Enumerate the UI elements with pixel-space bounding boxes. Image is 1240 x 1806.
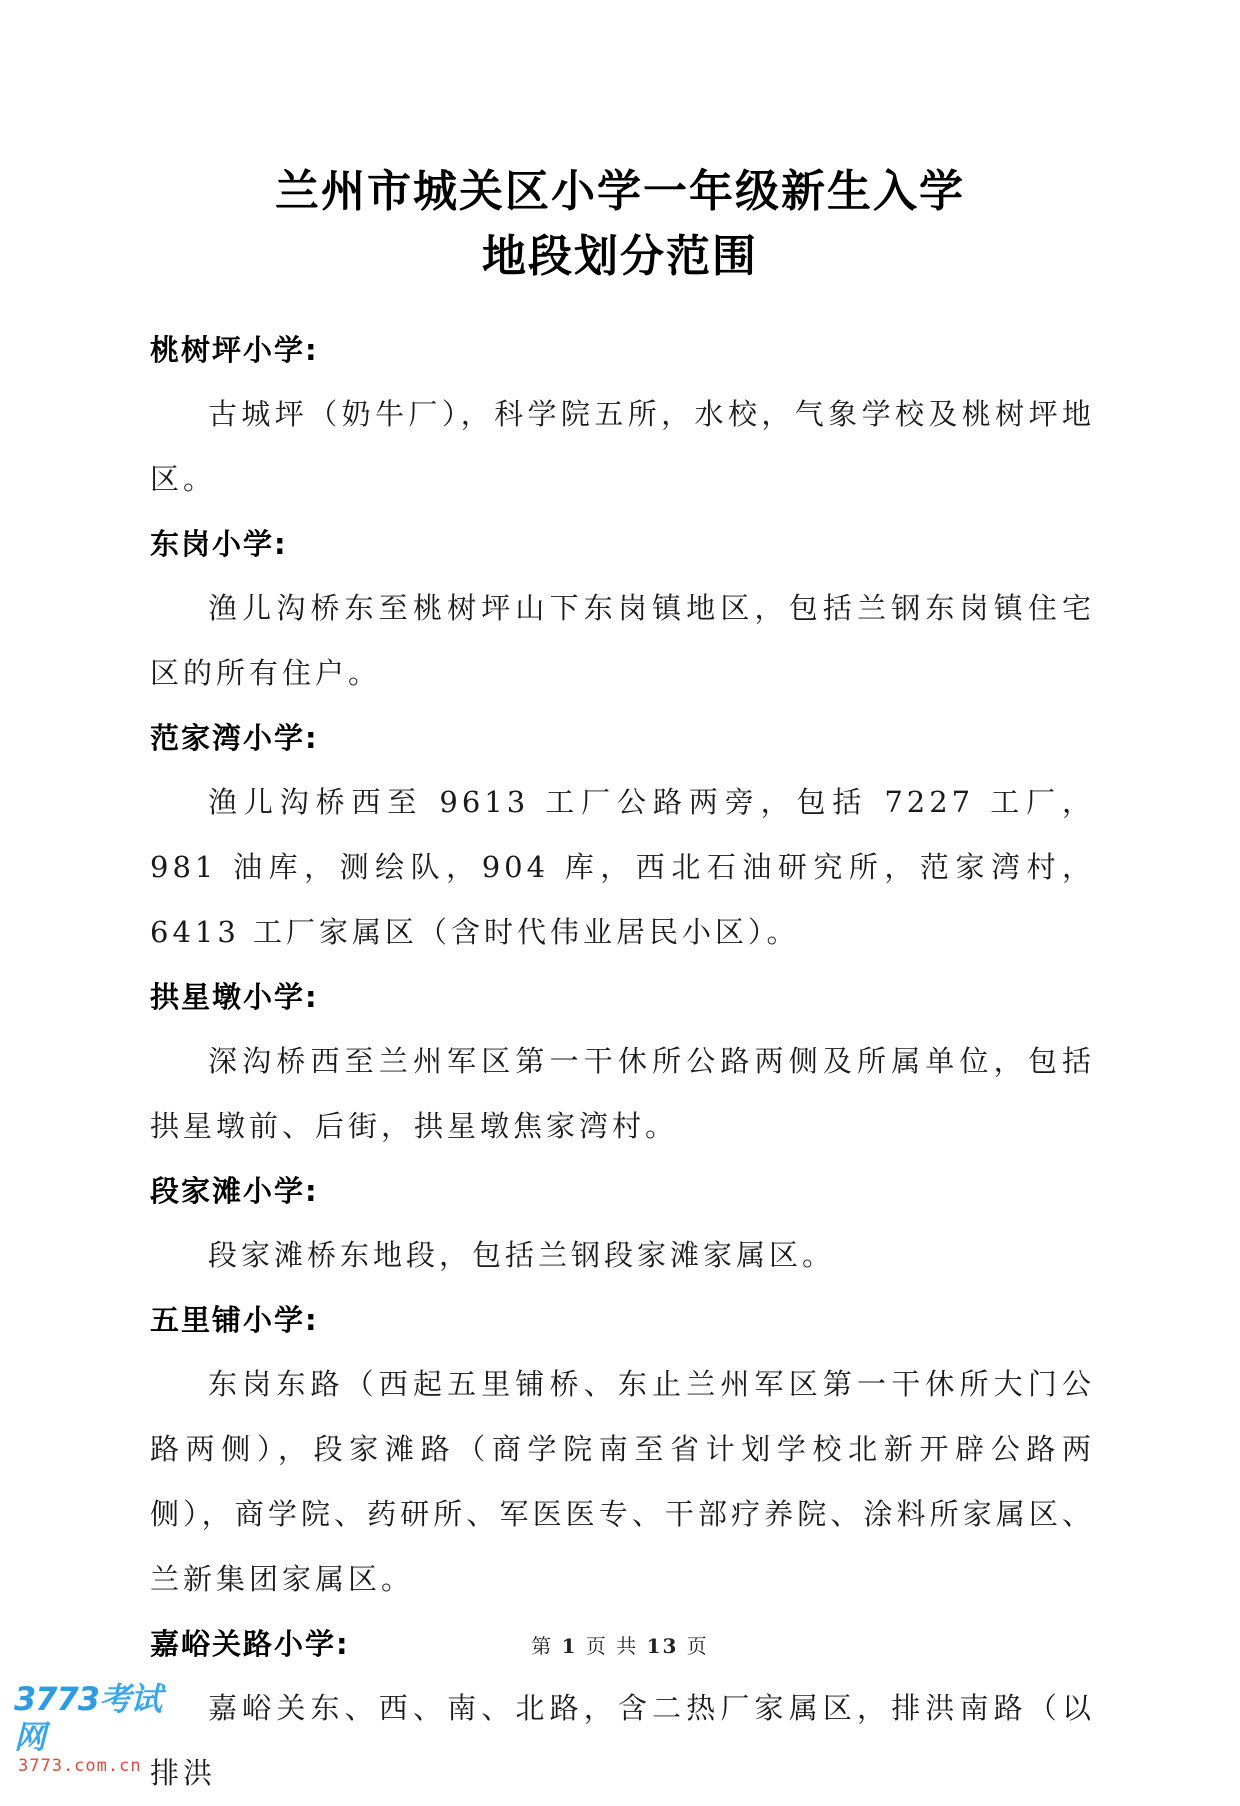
section-donggang [150, 512, 1095, 706]
school-district-description: 段家滩桥东地段，包括兰钢段家滩家属区。 [208, 1238, 836, 1272]
school-name: 拱星墩小学: [150, 980, 319, 1014]
school-district-description: 嘉峪关东、西、南、北路，含二热厂家属区，排洪南路（以排洪 [150, 1691, 1095, 1790]
footer-total-pages: 13 [646, 1634, 679, 1658]
section-taoshuping [150, 318, 1095, 512]
footer-suffix: 页 [686, 1634, 709, 1658]
school-name: 范家湾小学: [150, 721, 319, 755]
document-body [150, 318, 1095, 1806]
school-name: 五里铺小学: [150, 1303, 319, 1337]
school-name: 桃树坪小学: [150, 333, 319, 367]
watermark-brand-text: 考试网 [14, 1680, 162, 1756]
section-duanjiatan [150, 1159, 1095, 1288]
watermark-digits: 3773 [14, 1680, 100, 1718]
section-wulipu [150, 1288, 1095, 1612]
site-watermark-logo [14, 1680, 184, 1776]
footer-middle: 页 共 [585, 1634, 639, 1658]
watermark-url: 3773.com.cn [18, 1756, 142, 1776]
section-gongxingdun [150, 965, 1095, 1159]
document-title-line2: 地段划分范围 [482, 231, 758, 282]
page-footer [0, 1630, 1240, 1659]
document-title-line1: 兰州市城关区小学一年级新生入学 [275, 166, 965, 217]
school-district-description: 渔儿沟桥西至 9613 工厂公路两旁，包括 7227 工厂，981 油库，测绘队，904 库，西北石油研究所，范家湾村，6413 工厂家属区（含时代伟业居民小区）。 [150, 785, 1095, 949]
school-district-description: 东岗东路（西起五里铺桥、东止兰州军区第一干休所大门公路两侧），段家滩路（商学院南至省计划学校北新开辟公路两侧），商学院、药研所、军医医专、干部疗养院、涂料所家属区、兰新集团家属区。 [150, 1367, 1095, 1596]
school-district-description: 古城坪（奶牛厂），科学院五所，水校，气象学校及桃树坪地区。 [150, 397, 1095, 496]
school-name: 东岗小学: [150, 527, 288, 561]
school-name: 段家滩小学: [150, 1174, 319, 1208]
school-district-description: 深沟桥西至兰州军区第一干休所公路两侧及所属单位，包括拱星墩前、后街，拱星墩焦家湾村。 [150, 1044, 1095, 1143]
school-district-description: 渔儿沟桥东至桃树坪山下东岗镇地区，包括兰钢东岗镇住宅区的所有住户。 [150, 591, 1095, 690]
footer-page-number: 1 [561, 1634, 578, 1658]
watermark-brand [14, 1680, 184, 1756]
section-fanjiawan [150, 706, 1095, 965]
footer-prefix: 第 [531, 1634, 554, 1658]
school-name: 嘉峪关路小学: [150, 1627, 350, 1661]
